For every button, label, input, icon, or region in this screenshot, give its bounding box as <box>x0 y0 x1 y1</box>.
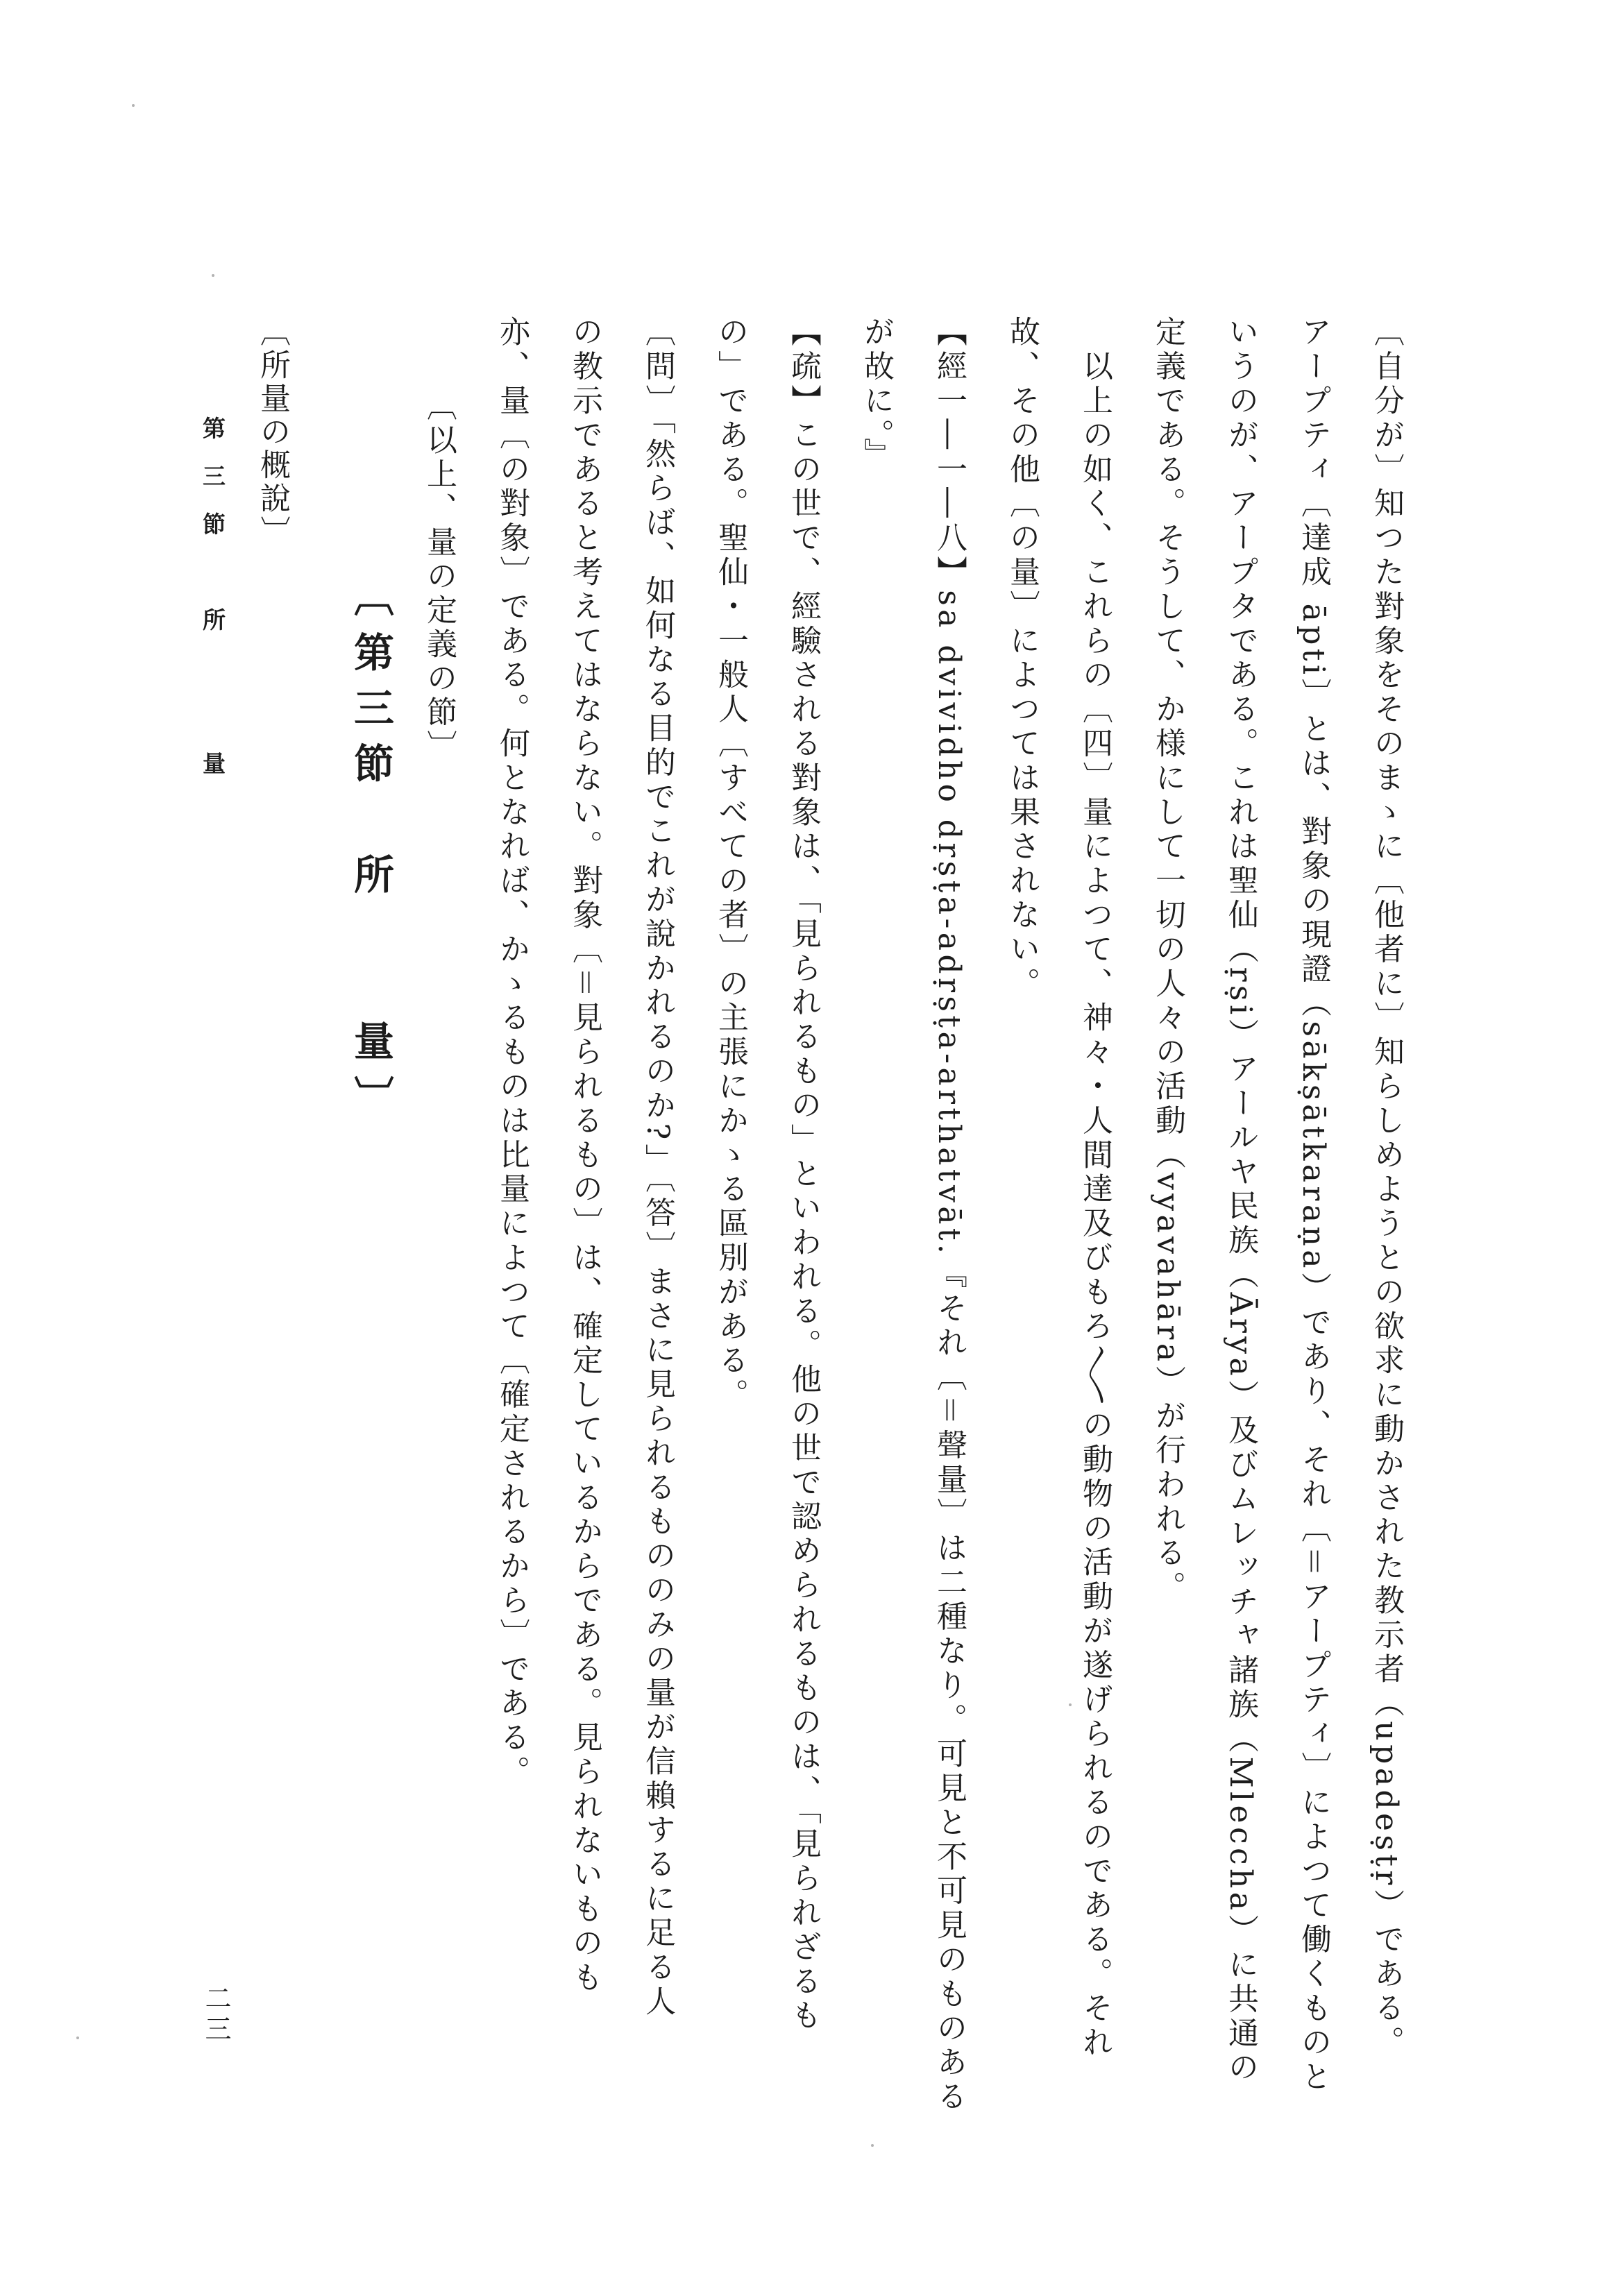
commentary-line-2: の」である。聖仙・一般人〔すべての者〕の主張にかゝる區別がある。 <box>713 316 748 1413</box>
scan-speck <box>212 274 214 277</box>
body-line-3: いうのが、アープタである。これは聖仙（ṛṣi）アールヤ民族（Ārya）及びムレッチャ諸族（Mleccha）に共通の <box>1223 316 1258 2086</box>
body-line-6: 故、その他〔の量〕によつては果されない。 <box>1004 316 1040 1001</box>
body-line-2: アープティ〔達成 āpti〕とは、對象の現證（sākṣātkaraṇa）であり、それ〔＝アープティ〕によつて働くものと <box>1296 316 1331 2095</box>
body-line-5: 以上の如く、これらの〔四〕量によつて、神々・人間達及びもろ〳〵の動物の活動が遂げられるのである。それ <box>1077 316 1113 2060</box>
scan-speck <box>1069 1703 1072 1706</box>
question-line-3: 亦、量〔の對象〕である。何となれば、かゝるものは比量によつて〔確定されるから〕である。 <box>494 316 530 1790</box>
body-line-4: 定義である。そうして、か様にして一切の人々の活動（vyavahāra）が行われる。 <box>1150 316 1185 1606</box>
section-heading: 〔第三節 所 量〕 <box>347 576 394 1131</box>
scan-speck <box>871 2144 874 2147</box>
scan-speck <box>76 2036 79 2039</box>
question-line-1: 〔問〕「然らば、如何なる目的でこれが說かれるのか?」〔答〕まさに見られるもののみの量が信賴するに足る人 <box>640 316 675 2019</box>
sutra-line-1: 【經一―一―八】sa dvividho dṛṣṭa-adṛṣṭa-arthatvāt.『それ〔＝聲量〕は二種なり。可見と不可見のものある <box>931 316 967 2115</box>
subsection-margin-note: 〔所量の概說〕 <box>255 316 290 549</box>
commentary-line-1: 【疏】この世で、經驗される對象は、「見られるもの」といわれる。他の世で認められるものは、「見られざるも <box>786 316 821 2034</box>
page-number: 二三 <box>201 1984 231 2046</box>
question-line-2: の教示であると考えてはならない。對象〔＝見られるもの〕は、確定しているからである。見られないものも <box>567 316 602 1996</box>
running-head: 第三節 所 量 <box>199 416 226 799</box>
section-end-note: 〔以上、量の定義の節〕 <box>421 390 457 764</box>
sutra-line-2: が故に。』 <box>858 316 894 472</box>
body-line-1: 〔自分が〕知つた對象をそのまゝに〔他者に〕知らしめようとの欲求に動かされた教示者（upadeṣṭṛ）である。 <box>1369 316 1404 2060</box>
scan-speck <box>132 104 135 107</box>
